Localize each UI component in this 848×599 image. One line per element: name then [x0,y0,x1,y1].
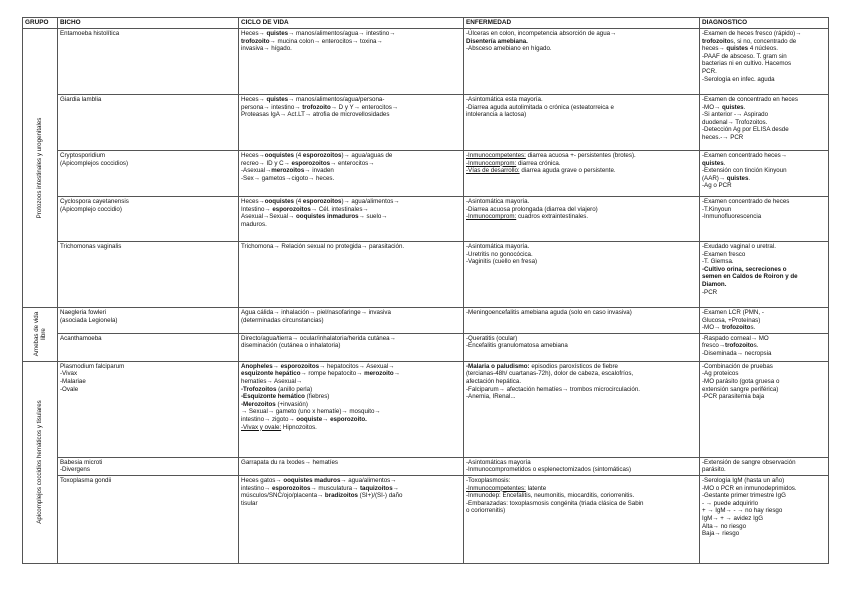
cell-line: -Úlceras en colon, incompetencia absorción de agua→ [466,30,617,37]
group-label: Amebas de vida libre [33,312,47,357]
disease-cell [464,151,700,197]
disease-cell [464,457,700,475]
cell-line: -Examen de concentrado en heces [702,96,798,103]
cell-line: -Uretritis no gonocócica. [466,250,533,258]
cell-line: -T.Kinyoun [702,205,732,213]
cell-line: -Examen LCR (PMN, - [702,309,764,316]
disease-cell [464,333,700,361]
life-cycle-cell [239,29,464,95]
organism-cell [58,361,239,457]
cell-line: Giardia lamblia [60,96,102,103]
cell-line: extensión sangre periférica) [702,385,779,393]
table-row [23,361,829,457]
header-enfermedad: ENFERMEDAD [464,18,700,29]
cell-line: -Si anterior -→ Aspirado [702,111,769,119]
cell-line: -Raspado corneal→ MO [702,334,769,342]
cell-line: -MO o PCR en inmunodeprimidos. [702,484,797,492]
life-cycle-cell [239,457,464,475]
cell-line: Entamoeba histolítica [60,30,120,37]
cell-line: invasiva→ hígado. [241,45,292,53]
organism-cell [58,95,239,151]
cell-line: (Apicomplejo coccidio) [60,205,122,213]
cell-line: -Esquizonte hemático (fiebres) [241,393,330,401]
cell-line: Cyclospora cayetanensis [60,198,129,205]
diagnosis-cell [700,242,829,308]
cell-line: -Trofozoitos (anillo perla) [241,385,313,393]
cell-line: -Falciparum→ afectación hematíes→ trombos microcirculación. [466,385,640,393]
summary-table-sheet [22,17,828,564]
cell-line: intestino→ esporozoitos→ musculatura→ taquizoitos→ [241,484,399,492]
cell-line: músculos/SNC/ojo/placenta→ bradizoitos (SI+)/(SI-) daño [241,492,403,500]
cell-line: Alta→ no riesgo [702,522,747,530]
cell-line: -Diarrea acuosa prolongada (diarrea del viajero) [466,205,598,213]
cell-line: Naegleria fowleri [60,309,107,316]
cell-line: -Inmunocompetentes: latente [466,484,547,492]
cell-line: -Serología en infec. aguda [702,75,775,83]
table-row [23,457,829,475]
cell-line: -Extensión de sangre observación [702,458,796,466]
cell-line: -Inmunocomprometidos o esplenectomizados (sintomáticas) [466,466,632,474]
header-row [23,18,829,29]
cell-line: heces→ quistes 4 núcleos. [702,45,779,53]
cell-line: hematíes→ Asexual→ [241,377,303,385]
life-cycle-cell [239,333,464,361]
cell-line: (asociada Legionela) [60,316,118,324]
cell-line: trofozoito→ mucina colon→ enterocitos→ toxina→ [241,37,383,45]
cell-line: -Cultivo orina, secreciones o [702,265,787,273]
cell-line: -Examen fresco [702,250,746,258]
group-label: Protozoos intestinales y urogenitales [36,117,44,219]
cell-line: -Inmunodep: Encefalitis, neumonitis, miocarditis, coriorrenitis. [466,492,635,500]
life-cycle-cell [239,475,464,563]
diagnosis-cell [700,29,829,95]
cell-line: -Examen de heces fresco (rápido)→ [702,30,802,37]
cell-line: -Sex→ gametos→cigoto→ heces. [241,174,335,182]
cell-line: Baja→ riesgo [702,530,740,538]
disease-cell [464,242,700,308]
disease-cell [464,95,700,151]
organism-cell [58,475,239,563]
diagnosis-cell [700,333,829,361]
cell-line: parásito. [702,466,726,474]
diagnosis-cell [700,151,829,197]
organism-cell [58,457,239,475]
cell-line: -Embarazadas: toxoplasmosis congénita (triada clásica de Sabin [466,499,644,507]
cell-line: -Asintomáticas mayoría [466,458,531,466]
life-cycle-cell [239,361,464,457]
header-diagnostico: DIAGNOSTICO [700,18,829,29]
cell-line: Asexual→Sexual→ ooquistes inmaduros→ suelo→ [241,213,388,221]
cell-line: -Extensión con tinción Kinyoun [702,167,787,175]
cell-line: -Exudado vaginal o uretral. [702,243,776,250]
cell-line: Acanthamoeba [60,334,102,342]
table-row [23,197,829,242]
organism-cell [58,29,239,95]
cell-line: -Combinación de pruebas [702,362,773,370]
disease-cell [464,361,700,457]
header-ciclo: CICLO DE VIDA [239,18,464,29]
cell-line: (Apicomplejos coccidios) [60,159,129,167]
cell-line: fresco→trofozoitos. [702,342,759,350]
organism-cell [58,197,239,242]
cell-line: -Inmunofluorescencia [702,213,762,221]
cell-line: -Vivax y ovale: Hipnozoitos. [241,423,317,431]
cell-line: maduros. [241,220,267,228]
group-label: Apicomplejos coccidios hemáticos y tisulares [36,400,44,525]
cell-line: → Sexual→ gameto (uno x hematíe)→ mosquito→ [241,408,381,416]
cell-line: Heces→ooquistes (4 esporozoitos)→ agua/aguas de [241,152,393,159]
diagnosis-cell [700,197,829,242]
cell-line: -Diarrea aguda autolimitada o crónica (esteatorreica e [466,103,614,111]
cell-line: diseminación (cutánea o inhalatoria) [241,342,341,350]
cell-line: duodenal→ Trofozoitos. [702,118,768,126]
cell-line: -Vivax [60,370,78,378]
cell-line: esquizonte hepático→ rompe hepatocito→ merozoito→ [241,370,400,378]
organism-cell [58,242,239,308]
cell-line: Intestino→ esporozoitos→ Cél. intestinales→ [241,205,369,213]
cell-line: -Detección Ag por ELISA desde [702,126,789,134]
cell-line: PCR. [702,67,717,75]
cell-line: semen en Caldos de Roiron y de [702,273,798,281]
cell-line: -Asintomática mayoría. [466,198,530,205]
organism-cell [58,333,239,361]
cell-line: Garrapata du ra Ixodes→ hematíes [241,458,338,466]
cell-line: -Diseminada→ necropsia [702,349,772,357]
cell-line: -Encefalitis granulomatosa amebiana [466,342,568,350]
cell-line: -Divergens [60,466,90,474]
cell-line: Plasmodium falciparum [60,362,125,370]
header-grupo: GRUPO [23,18,58,29]
cell-line: + → IgM→ - → no hay riesgo [702,507,783,515]
cell-line: -PCR [702,288,718,296]
life-cycle-cell [239,308,464,334]
cell-line: -Toxoplasmosis: [466,476,511,484]
cell-line: -Absceso amebiano en hígado. [466,45,552,53]
cell-line: -Gestante primer trimestre IgG [702,492,786,500]
cell-line: Proteasas IgA→ Act.LT→ atrofia de microvellosidades [241,111,390,119]
cell-line: IgM→ + → avidez IgG [702,514,764,522]
cell-line: Heces→ quistes→ manos/alimentos/agua→ intestino→ [241,30,396,37]
life-cycle-cell [239,95,464,151]
cell-line: recreo→ ID y C→ esporozoitos→ enterocitos→ [241,159,375,167]
cell-line: Heces→ooquistes (4 esporozoitos)→ agua/alimentos→ [241,198,400,205]
cell-line: (tercianas-48h/ cuartanas-72h), dolor de cabeza, escalofríos, [466,370,634,378]
organism-cell [58,308,239,334]
cell-line: - → puede adquirirlo [702,499,759,507]
diagnosis-cell [700,361,829,457]
cell-line: Trichomona→ Relación sexual no protegida→ parasitación. [241,243,405,250]
cell-line: Agua cálida→ inhalación→ piel/nasofaringe→ invasiva [241,309,391,316]
cell-line: intolerancia a lactosa) [466,111,527,119]
cell-line: -T. Giemsa. [702,258,734,266]
cell-line: Directo/agua/tierra→ ocular/inhalatoria/herida cutánea→ [241,334,396,342]
cell-line: -Serología IgM (hasta un año) [702,476,785,484]
cell-line: -Inmunocompetentes: diarrea acuosa +- persistentes (brotes). [466,152,636,159]
cell-line: -MO→ quistes. [702,103,746,111]
diagnosis-cell [700,475,829,563]
cell-line: Glucosa, +Proteínas) [702,316,761,324]
disease-cell [464,197,700,242]
cell-line: (determinadas circunstancias) [241,316,324,324]
cell-line: Heces gatos→ ooquistes maduros→ agua/alimentos→ [241,476,397,484]
table-row [23,29,829,95]
table-row [23,333,829,361]
cell-line: Cryptosporidium [60,152,106,159]
cell-line: heces.-→ PCR [702,133,744,141]
table-row [23,242,829,308]
cell-line: tisular [241,499,258,507]
cell-line: (AAR)→ quistes. [702,174,751,182]
cell-line: bacterias ni en cultivo. Hacemos [702,60,792,68]
cell-line: Anopheles→ esporozoitos→ hepatocitos→ Asexual→ [241,362,395,370]
group-cell [23,361,58,563]
cell-line: Trichomonas vaginalis [60,243,122,250]
cell-line: -Vaginitis (cuello en fresa) [466,258,538,266]
cell-line: -Inmunocomprom: cuadros extraintestinales. [466,213,589,221]
cell-line: afectación hepática. [466,377,522,385]
cell-line: -Asexual→merozoitos→ invaden [241,167,334,175]
diagnosis-cell [700,308,829,334]
cell-line: -Ovale [60,385,79,393]
diagnosis-cell [700,95,829,151]
cell-line: persona→ intestino→ trofozoito→ D y Y→ enterocitos→ [241,103,399,111]
cell-line: -PCR parasitemia baja [702,393,765,401]
organism-cell [58,151,239,197]
cell-line: -Meningoencefalitis amebiana aguda (solo en caso invasiva) [466,309,632,316]
cell-line: -Queratitis (ocular) [466,334,518,342]
cell-line: -Vías de desarrollo: diarrea aguda grave o persistente. [466,167,616,175]
cell-line: trofozoitos, si no, concentrado de [702,37,797,45]
cell-line: quistes. [702,159,726,167]
cell-line: -Anemia, IRenal... [466,393,516,401]
cell-line: -Inmunocomprom: diarrea crónica. [466,159,561,167]
table-row [23,95,829,151]
cell-line: Diamon. [702,280,727,288]
life-cycle-cell [239,197,464,242]
cell-line: -Malaria o paludismo: episodios paroxísticos de fiebre [466,362,619,370]
cell-line: -Asintomática esta mayoría. [466,96,543,103]
cell-line: intestino→ zigoto→ ooquiste→ esporozoito. [241,415,367,423]
life-cycle-cell [239,242,464,308]
cell-line: -Malariae [60,377,86,385]
table-row [23,475,829,563]
cell-line: -MO parásito (gota gruesa o [702,377,780,385]
cell-line: -MO→ trofozoitos. [702,324,756,332]
cell-line: -Ag proteicos [702,370,739,378]
cell-line: -Merozoitos (+invasión) [241,400,308,408]
cell-line: -Asintomática mayoría. [466,243,530,250]
disease-cell [464,29,700,95]
disease-cell [464,308,700,334]
cell-line: o coriorrenitis) [466,507,506,515]
group-cell [23,308,58,362]
table-row [23,308,829,334]
diagnosis-cell [700,457,829,475]
header-bicho: BICHO [58,18,239,29]
cell-line: Disentería amebiana. [466,37,528,45]
group-cell [23,29,58,308]
cell-line: -Examen concentrado heces→ [702,152,787,159]
cell-line: Toxoplasma gondii [60,476,112,484]
cell-line: Babesia microti [60,458,103,466]
parasites-table [22,17,829,564]
cell-line: Heces→ quistes→ manos/alimentos/agua/persona- [241,96,385,103]
cell-line: -Ag o PCR [702,182,732,190]
cell-line: -PAAF de absceso. T. gram sin [702,52,787,60]
table-row [23,151,829,197]
life-cycle-cell [239,151,464,197]
disease-cell [464,475,700,563]
cell-line: -Examen concentrado de heces [702,198,790,205]
